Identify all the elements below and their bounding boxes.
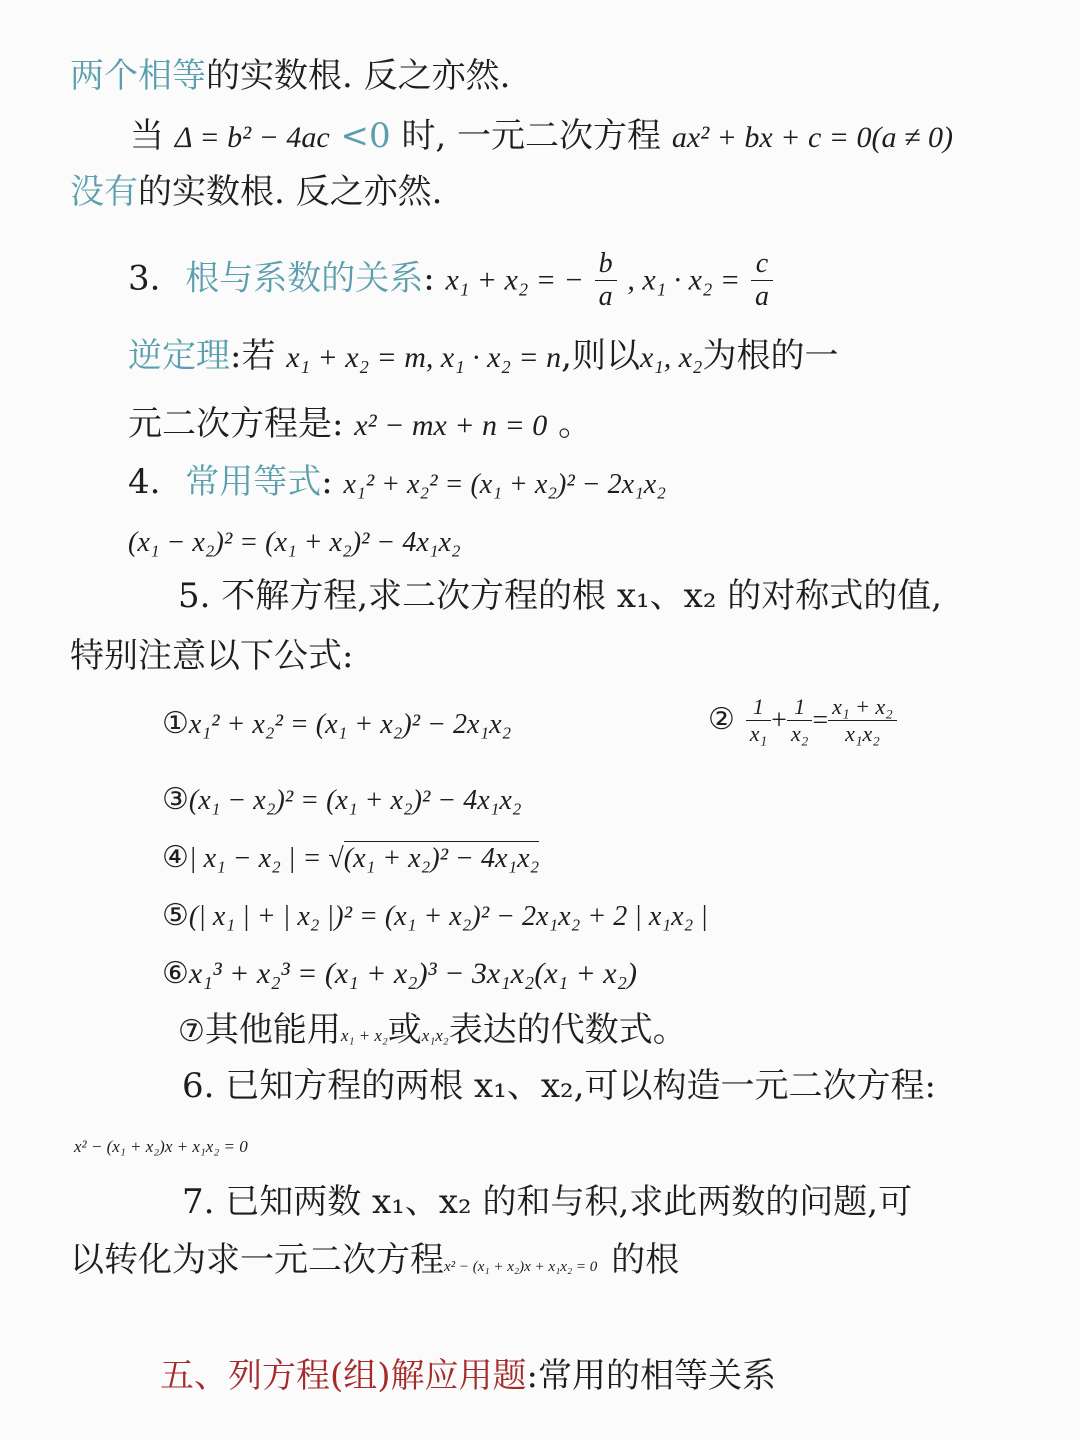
section-5-line-2 (70, 636, 353, 676)
denominator: x₂ (790, 720, 809, 746)
section-number: 3. (128, 258, 161, 299)
text: 其他能用 (204, 1010, 341, 1050)
text: 为根的一 (702, 336, 839, 376)
section-5-line-1 (178, 576, 942, 616)
numerator: 1 (787, 694, 812, 721)
discriminant-line-2 (130, 116, 953, 158)
section-6-text: 6. 已知方程的两根 x₁、x₂,可以构造一元二次方程: (182, 1066, 936, 1106)
numerator: c (751, 248, 773, 281)
circled-number-5: ⑤ (162, 898, 189, 933)
fraction-sum-over-product (828, 694, 897, 747)
text: 当 (130, 116, 164, 156)
section-7-line-1 (182, 1182, 912, 1222)
discriminant-line-1 (70, 56, 510, 96)
less-than-zero: <0 (340, 116, 391, 156)
heading-5-title: 五、列方程(组)解应用题 (160, 1356, 527, 1396)
section-3-title: 根与系数的关系 (185, 258, 424, 299)
text: 的实数根. 反之亦然. (206, 56, 511, 96)
numerator: b (595, 248, 617, 281)
numerator: 1 (746, 694, 771, 721)
formula-3-expr: (x₁ − x₂)² = (x₁ + x₂)² − 4x₁x₂ (188, 785, 522, 816)
text: 或 (387, 1010, 422, 1050)
root-variables: x₁, x₂ (639, 341, 703, 374)
equals-sign: = (812, 705, 829, 736)
formula-4-lhs: | x₁ − x₂ | = √ (188, 843, 344, 874)
formula-2 (708, 688, 897, 758)
section-3-line (128, 248, 773, 313)
formula-1 (162, 702, 511, 745)
section-6-equation: x² − (x₁ + x₂)x + x₁x₂ = 0 (74, 1137, 248, 1156)
numerator: x₁ + x₂ (828, 694, 897, 721)
highlight-equal-roots: 两个相等 (70, 56, 206, 96)
denominator: x₁x₂ (845, 720, 880, 746)
fraction-one-over-x2 (787, 694, 812, 747)
heading-5-rest: 常用的相等关系 (538, 1356, 776, 1396)
formula-6 (162, 952, 637, 994)
sum-expression: x₁ + x₂ (340, 1026, 388, 1045)
text: 的实数根. 反之亦然. (138, 172, 443, 212)
identity-difference-squared: (x₁ − x₂)² = (x₁ + x₂)² − 4x₁x₂ (128, 527, 461, 558)
section-5-text: 5. 不解方程,求二次方程的根 x₁、x₂ 的对称式的值, (178, 576, 943, 616)
text: 表达的代数式。 (448, 1010, 687, 1050)
inverse-theorem-title: 逆定理 (128, 336, 230, 376)
section-6-equation-line (74, 1126, 248, 1162)
formula-6-expr: x₁³ + x₂³ = (x₁ + x₂)³ − 3x₁x₂(x₁ + x₂) (188, 957, 638, 990)
section-4-line-2 (128, 520, 461, 563)
formula-4 (162, 836, 539, 879)
product-expression: x₁x₂ (421, 1026, 449, 1045)
denominator: x₁ (749, 720, 768, 746)
vieta-product-lhs: , x₁ · x₂ = (627, 263, 741, 297)
formula-1-expr: x₁² + x₂² = (x₁ + x₂)² − 2x₁x₂ (188, 709, 512, 740)
discriminant-line-3 (70, 172, 442, 212)
inverse-condition: x₁ + x₂ = m, x₁ · x₂ = n (286, 341, 562, 374)
constructed-equation: x² − mx + n = 0 (354, 409, 548, 442)
circled-number-6: ⑥ (162, 956, 189, 991)
formula-5 (162, 894, 708, 937)
fraction-one-over-x1 (746, 694, 771, 747)
colon: : (526, 1356, 538, 1396)
circled-number-2: ② (708, 702, 735, 737)
colon: : (321, 462, 333, 502)
formula-5-expr: (| x₁ | + | x₂ |)² = (x₁ + x₂)² − 2x₁x₂ + 2 | x₁x₂ | (188, 901, 708, 932)
text: :若 (230, 336, 276, 376)
section-number: 4. (128, 462, 161, 502)
period: 。 (558, 404, 593, 444)
vieta-sum-lhs: x₁ + x₂ = − (445, 263, 584, 297)
identity-sum-of-squares: x₁² + x₂² = (x₁ + x₂)² − 2x₁x₂ (343, 469, 666, 500)
section-7-line-2 (70, 1240, 679, 1287)
text: 元二次方程是: (128, 404, 344, 444)
formula-4-radicand: (x₁ + x₂)² − 4x₁x₂ (343, 843, 540, 874)
section-7-text: 的根 (611, 1240, 680, 1280)
section-7-equation: x² − (x₁ + x₂)x + x₁x₂ = 0 (444, 1259, 598, 1275)
section-7-text: 7. 已知两数 x₁、x₂ 的和与积,求此两数的问题,可 (182, 1182, 913, 1222)
fraction-c-over-a (751, 248, 773, 313)
discriminant-formula: Δ = b² − 4ac (174, 121, 330, 154)
fraction-b-over-a (595, 248, 617, 313)
section-5-text: 特别注意以下公式: (70, 636, 354, 676)
quadratic-equation: ax² + bx + c = 0(a ≠ 0) (671, 121, 953, 154)
section-7-text: 以转化为求一元二次方程 (70, 1240, 444, 1280)
section-4-line (128, 462, 666, 505)
colon: : (423, 258, 435, 299)
formula-7 (178, 1010, 687, 1056)
denominator: a (598, 281, 613, 312)
inverse-theorem-line-2 (128, 404, 592, 446)
circled-number-7: ⑦ (178, 1014, 205, 1049)
formula-3 (162, 778, 522, 821)
circled-number-3: ③ (162, 782, 189, 817)
inverse-theorem-line-1 (128, 336, 838, 378)
section-6-line-1 (182, 1066, 936, 1106)
plus-sign: + (771, 705, 787, 736)
denominator: a (754, 281, 769, 312)
circled-number-4: ④ (162, 840, 189, 875)
text: ,则以 (561, 336, 640, 376)
text: 时, 一元二次方程 (401, 116, 662, 156)
heading-5 (160, 1356, 776, 1396)
highlight-no-roots: 没有 (70, 172, 138, 212)
section-4-title: 常用等式 (185, 462, 322, 502)
circled-number-1: ① (162, 706, 189, 741)
